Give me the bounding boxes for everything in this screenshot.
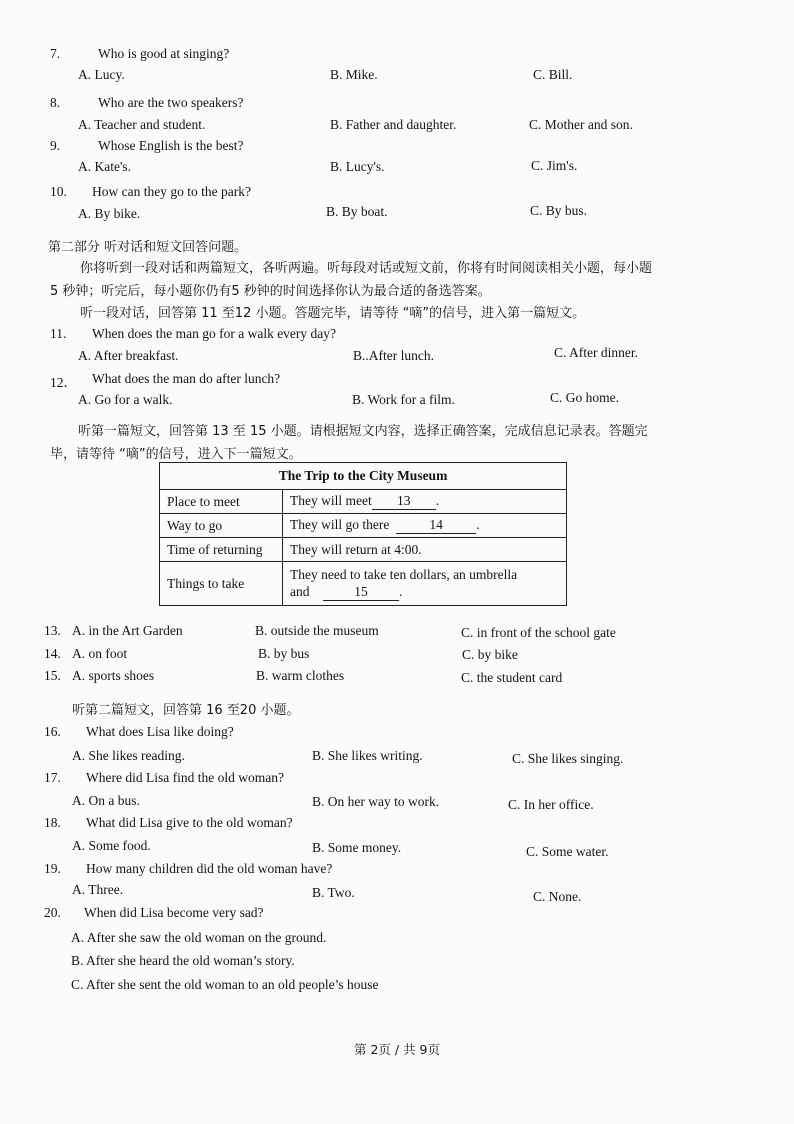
row-label: Things to take bbox=[160, 562, 283, 606]
option-c: C. by bike bbox=[462, 647, 518, 662]
option-c: C. After dinner. bbox=[554, 345, 638, 360]
row-value: They will return at 4:00. bbox=[283, 538, 567, 562]
option-c: C. in front of the school gate bbox=[461, 625, 616, 640]
question-text: Who are the two speakers? bbox=[98, 95, 244, 110]
option-c: C. Go home. bbox=[550, 390, 619, 405]
answer-blank-13: 13 bbox=[372, 493, 436, 510]
option-b: B. outside the museum bbox=[255, 623, 379, 638]
option-a: A. Kate's. bbox=[78, 159, 132, 174]
option-b: B. Lucy's. bbox=[330, 159, 385, 174]
option-c: C. Mother and son. bbox=[529, 117, 633, 132]
question-number: 13. bbox=[44, 623, 61, 638]
option-b: B. On her way to work. bbox=[312, 794, 440, 809]
passage2-instruction: 听第二篇短文，回答第 16 至20 小题。 bbox=[72, 703, 300, 718]
table-row bbox=[160, 490, 567, 514]
option-c: C. In her office. bbox=[508, 797, 594, 812]
question-number: 19. bbox=[44, 861, 61, 876]
option-b: B. warm clothes bbox=[256, 668, 345, 683]
option-b: B..After lunch. bbox=[353, 348, 434, 363]
dialogue-instruction: 听一段对话，回答第 11 至12 小题。答题完毕，请等待 “嘀”的信号，进入第一篇短文。 bbox=[80, 306, 586, 321]
question-number: 15. bbox=[44, 668, 61, 683]
question-text: Who is good at singing? bbox=[98, 46, 230, 61]
option-a: A. After breakfast. bbox=[78, 348, 179, 363]
answer-blank-15: 15 bbox=[323, 583, 399, 601]
section-intro: 你将听到一段对话和两篇短文，各听两遍。听每段对话或短文前，你将有时间阅读相关小题，每小题 5 秒钟；听完后，每小题你仍有5 秒钟的时间选择你认为最合适的备选答案。 bbox=[50, 261, 653, 299]
option-b: B. Father and daughter. bbox=[330, 117, 457, 132]
option-b: B. She likes writing. bbox=[312, 748, 423, 763]
question-text: How can they go to the park? bbox=[92, 184, 251, 199]
option-a: A. sports shoes bbox=[72, 668, 155, 683]
option-a: A. Three. bbox=[72, 882, 124, 897]
table-row bbox=[160, 514, 567, 538]
section-heading: 第二部分 听对话和短文回答问题。 bbox=[48, 240, 248, 255]
row-label: Place to meet bbox=[160, 490, 283, 514]
question-number: 11. bbox=[50, 326, 67, 341]
question-number: 18. bbox=[44, 815, 61, 830]
question-text: How many children did the old woman have? bbox=[86, 861, 333, 876]
option-c: C. None. bbox=[533, 889, 582, 904]
question-text: When did Lisa become very sad? bbox=[84, 905, 264, 920]
trip-info-table bbox=[159, 462, 567, 606]
option-a: A. on foot bbox=[72, 646, 128, 661]
option-a: A. By bike. bbox=[78, 206, 141, 221]
question-number: 8. bbox=[50, 95, 61, 110]
row-value: They will go there 14 . bbox=[283, 514, 567, 538]
option-c: C. the student card bbox=[461, 670, 563, 685]
option-a: A. On a bus. bbox=[72, 793, 140, 808]
option-a: A. Go for a walk. bbox=[78, 392, 173, 407]
question-number: 12． bbox=[50, 375, 77, 390]
question-text: When does the man go for a walk every day? bbox=[92, 326, 337, 341]
question-number: 20. bbox=[44, 905, 61, 920]
option-a: A. Lucy. bbox=[78, 67, 125, 82]
row-value: They will meet 13 . bbox=[283, 490, 567, 514]
option-b: B. By boat. bbox=[326, 204, 388, 219]
option-c: C. Some water. bbox=[526, 844, 609, 859]
question-text: Where did Lisa find the old woman? bbox=[86, 770, 284, 785]
option-c: C. By bus. bbox=[530, 203, 588, 218]
question-number: 9. bbox=[50, 138, 61, 153]
option-b: B. by bus bbox=[258, 646, 310, 661]
question-text: What did Lisa give to the old woman? bbox=[86, 815, 293, 830]
option-a: A. Some food. bbox=[72, 838, 151, 853]
table-row bbox=[160, 538, 567, 562]
option-a: A. She likes reading. bbox=[72, 748, 185, 763]
row-value: They need to take ten dollars, an umbrella and 15 . bbox=[283, 562, 567, 606]
question-number: 17. bbox=[44, 770, 61, 785]
answer-blank-14: 14 bbox=[396, 517, 476, 534]
option-b: B. After she heard the old woman’s story. bbox=[71, 953, 295, 968]
option-b: B. Some money. bbox=[312, 840, 402, 855]
table-title: The Trip to the City Museum bbox=[160, 463, 567, 490]
row-label: Way to go bbox=[160, 514, 283, 538]
option-a: A. Teacher and student. bbox=[78, 117, 206, 132]
option-c: C. Jim's. bbox=[531, 158, 578, 173]
question-text: Whose English is the best? bbox=[98, 138, 244, 153]
question-text: What does the man do after lunch? bbox=[92, 371, 281, 386]
option-a: A. in the Art Garden bbox=[72, 623, 183, 638]
option-a: A. After she saw the old woman on the ground. bbox=[71, 930, 327, 945]
page-footer: 第 2页 / 共 9页 bbox=[353, 1042, 440, 1057]
table-row bbox=[160, 562, 567, 606]
question-number: 14. bbox=[44, 646, 61, 661]
question-number: 10. bbox=[50, 184, 67, 199]
question-number: 16. bbox=[44, 724, 61, 739]
question-number: 7. bbox=[50, 46, 61, 61]
question-text: What does Lisa like doing? bbox=[86, 724, 234, 739]
option-b: B. Two. bbox=[312, 885, 355, 900]
option-b: B. Work for a film. bbox=[352, 392, 455, 407]
option-c: C. Bill. bbox=[533, 67, 573, 82]
option-b: B. Mike. bbox=[330, 67, 378, 82]
option-c: C. She likes singing. bbox=[512, 751, 624, 766]
row-label: Time of returning bbox=[160, 538, 283, 562]
passage1-instruction: 听第一篇短文，回答第 13 至 15 小题。请根据短文内容，选择正确答案，完成信息记录表。答题完毕，请等待 “嘀”的信号，进入下一篇短文。 bbox=[50, 424, 648, 462]
option-c: C. After she sent the old woman to an old people’s house bbox=[71, 977, 379, 992]
